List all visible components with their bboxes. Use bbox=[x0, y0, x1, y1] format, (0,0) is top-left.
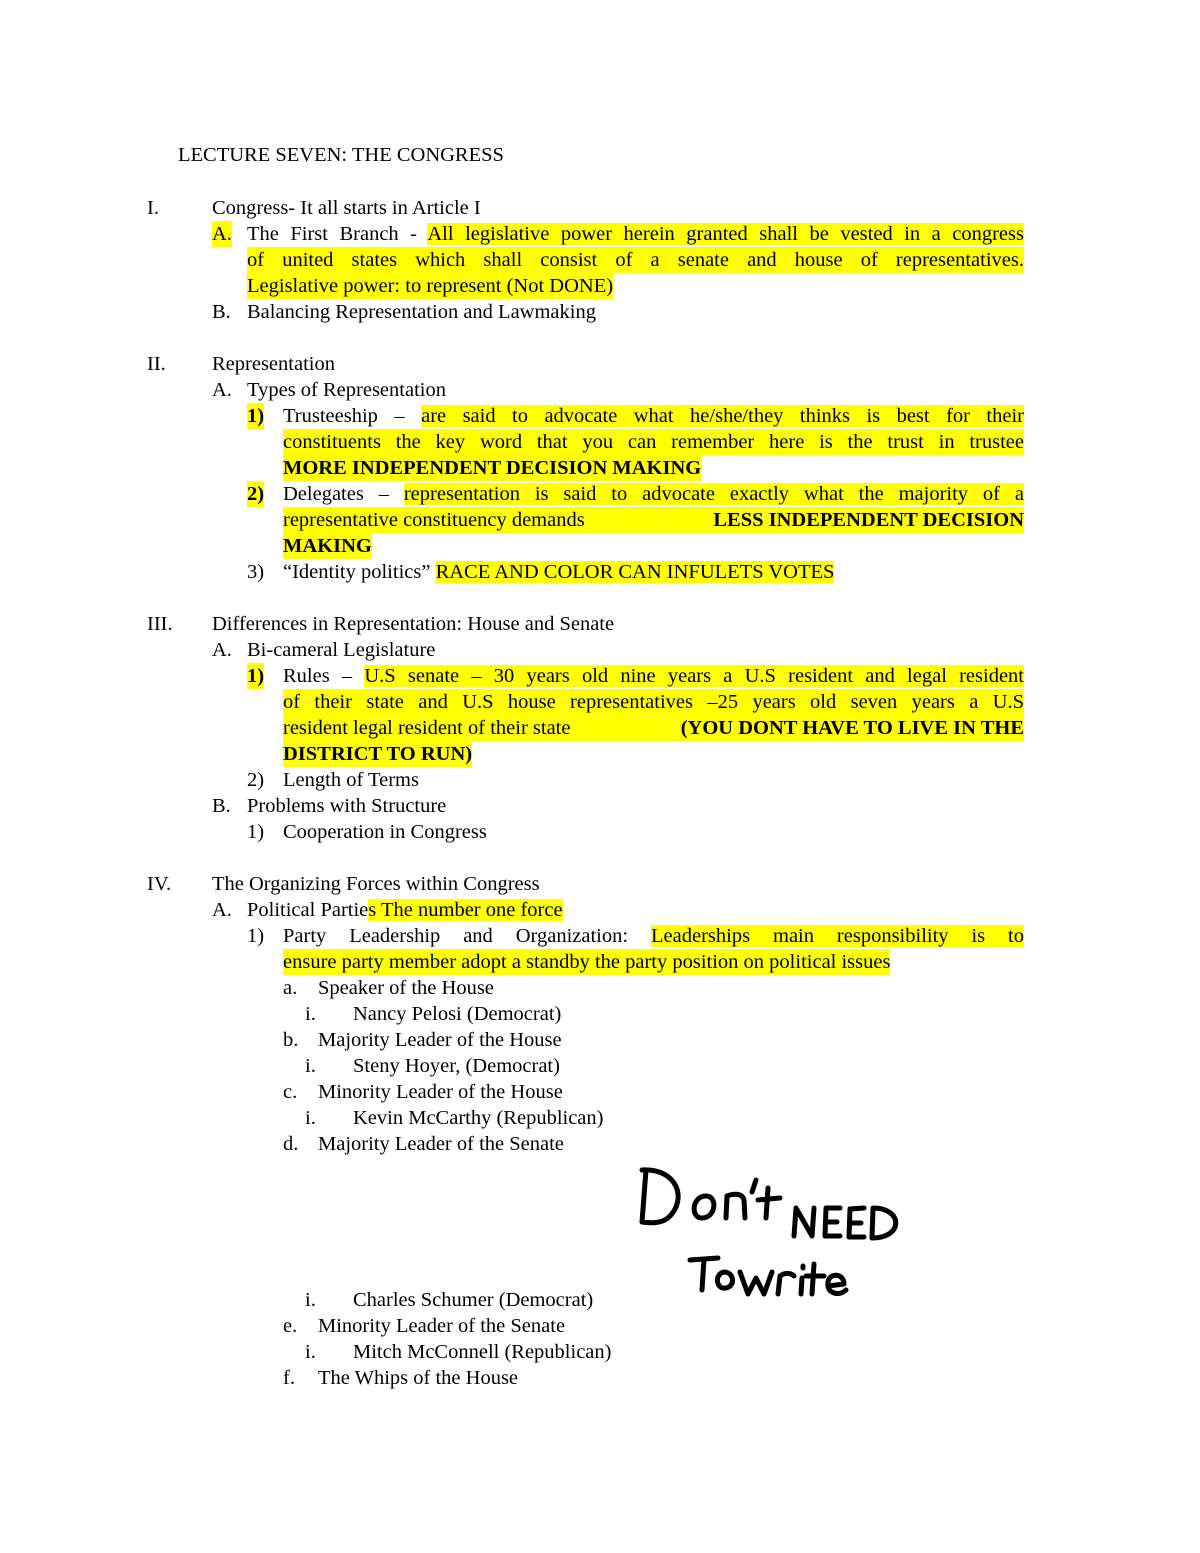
s1-a-line-3: Legislative power: to represent (Not DONE) bbox=[247, 275, 614, 297]
s1-a-marker: A. bbox=[212, 223, 232, 245]
section-1-heading: Congress- It all starts in Article I bbox=[212, 197, 481, 219]
s4-a-i-text: Nancy Pelosi (Democrat) bbox=[353, 1003, 562, 1025]
s4-e-i-marker: i. bbox=[305, 1341, 316, 1363]
s2-item-2-line-2: representative constituency demands LESS INDEPENDENT DECISION bbox=[283, 509, 1024, 531]
s2-item-1-line-1: Trusteeship – are said to advocate what he/she/they thinks is best for their bbox=[283, 405, 1024, 427]
s3-b-item-1-text: Cooperation in Congress bbox=[283, 821, 487, 843]
s4-c-i-text: Kevin McCarthy (Republican) bbox=[353, 1107, 604, 1129]
s1-a-line-2: of united states which shall consist of a senate and house of representatives. bbox=[247, 249, 1024, 271]
s2-item-3-marker: 3) bbox=[247, 561, 265, 583]
s2-item-3-text: “Identity politics” RACE AND COLOR CAN INFULETS VOTES bbox=[283, 561, 835, 583]
s4-d-sub-marker: d. bbox=[283, 1133, 299, 1155]
s4-e-sub-marker: e. bbox=[283, 1315, 298, 1337]
s4-a-marker: A. bbox=[212, 899, 232, 921]
s4-d-i-text: Charles Schumer (Democrat) bbox=[353, 1289, 594, 1311]
s1-a-line-1: The First Branch - All legislative power herein granted shall be vested in a congress bbox=[247, 223, 1024, 245]
s4-d-sub-text: Majority Leader of the Senate bbox=[318, 1133, 564, 1155]
s4-f-sub-marker: f. bbox=[283, 1367, 295, 1389]
s3-item-1-line-1: Rules – U.S senate – 30 years old nine years a U.S resident and legal resident bbox=[283, 665, 1024, 687]
s4-item-1-marker: 1) bbox=[247, 925, 265, 947]
s4-c-i-marker: i. bbox=[305, 1107, 316, 1129]
section-3-heading: Differences in Representation: House and Senate bbox=[212, 613, 615, 635]
s4-e-i-text: Mitch McConnell (Republican) bbox=[353, 1341, 612, 1363]
s2-item-1-marker: 1) bbox=[247, 405, 265, 427]
s4-a-sub-marker: a. bbox=[283, 977, 298, 999]
s4-a-i-marker: i. bbox=[305, 1003, 316, 1025]
s4-b-i-marker: i. bbox=[305, 1055, 316, 1077]
s2-item-1-line-3: MORE INDEPENDENT DECISION MAKING bbox=[283, 457, 702, 479]
s2-item-1-line-2: constituents the key word that you can remember here is the trust in trustee bbox=[283, 431, 1024, 453]
section-2-heading: Representation bbox=[212, 353, 335, 375]
section-3-number: III. bbox=[147, 613, 173, 635]
s2-item-2-line-3: MAKING bbox=[283, 535, 372, 557]
s3-b-item-1-marker: 1) bbox=[247, 821, 265, 843]
s4-item-1-line-2: ensure party member adopt a standby the party position on political issues bbox=[283, 951, 891, 973]
s4-b-sub-marker: b. bbox=[283, 1029, 299, 1051]
s3-b-text: Problems with Structure bbox=[247, 795, 447, 817]
document-title: LECTURE SEVEN: THE CONGRESS bbox=[178, 144, 504, 166]
s4-b-i-text: Steny Hoyer, (Democrat) bbox=[353, 1055, 560, 1077]
s3-item-1-line-3: resident legal resident of their state (YOU DONT HAVE TO LIVE IN THE bbox=[283, 717, 1024, 739]
s3-item-1-line-2: of their state and U.S house representatives –25 years old seven years a U.S bbox=[283, 691, 1024, 713]
s4-e-sub-text: Minority Leader of the Senate bbox=[318, 1315, 566, 1337]
handwritten-note bbox=[628, 1160, 908, 1310]
s4-b-sub-text: Majority Leader of the House bbox=[318, 1029, 562, 1051]
s4-item-1-line-1: Party Leadership and Organization: Leaderships main responsibility is to bbox=[283, 925, 1025, 947]
s4-a-text: Political Parties The number one force bbox=[247, 899, 563, 921]
s4-c-sub-marker: c. bbox=[283, 1081, 298, 1103]
section-1-number: I. bbox=[147, 197, 159, 219]
s3-b-marker: B. bbox=[212, 795, 231, 817]
section-2-number: II. bbox=[147, 353, 166, 375]
s2-item-2-marker: 2) bbox=[247, 483, 265, 505]
s2-a-text: Types of Representation bbox=[247, 379, 446, 401]
section-4-number: IV. bbox=[147, 873, 172, 895]
s4-a-sub-text: Speaker of the House bbox=[318, 977, 494, 999]
s3-a-text: Bi-cameral Legislature bbox=[247, 639, 436, 661]
s1-b-marker: B. bbox=[212, 301, 231, 323]
s3-a-marker: A. bbox=[212, 639, 232, 661]
s3-item-2-marker: 2) bbox=[247, 769, 265, 791]
s4-c-sub-text: Minority Leader of the House bbox=[318, 1081, 563, 1103]
s1-b-text: Balancing Representation and Lawmaking bbox=[247, 301, 596, 323]
s2-item-2-line-1: Delegates – representation is said to advocate exactly what the majority of a bbox=[283, 483, 1024, 505]
s4-d-i-marker: i. bbox=[305, 1289, 316, 1311]
section-4-heading: The Organizing Forces within Congress bbox=[212, 873, 540, 895]
s3-item-1-marker: 1) bbox=[247, 665, 265, 687]
s3-item-1-line-4: DISTRICT TO RUN) bbox=[283, 743, 473, 765]
s2-a-marker: A. bbox=[212, 379, 232, 401]
s4-f-sub-text: The Whips of the House bbox=[318, 1367, 519, 1389]
s3-item-2-text: Length of Terms bbox=[283, 769, 419, 791]
